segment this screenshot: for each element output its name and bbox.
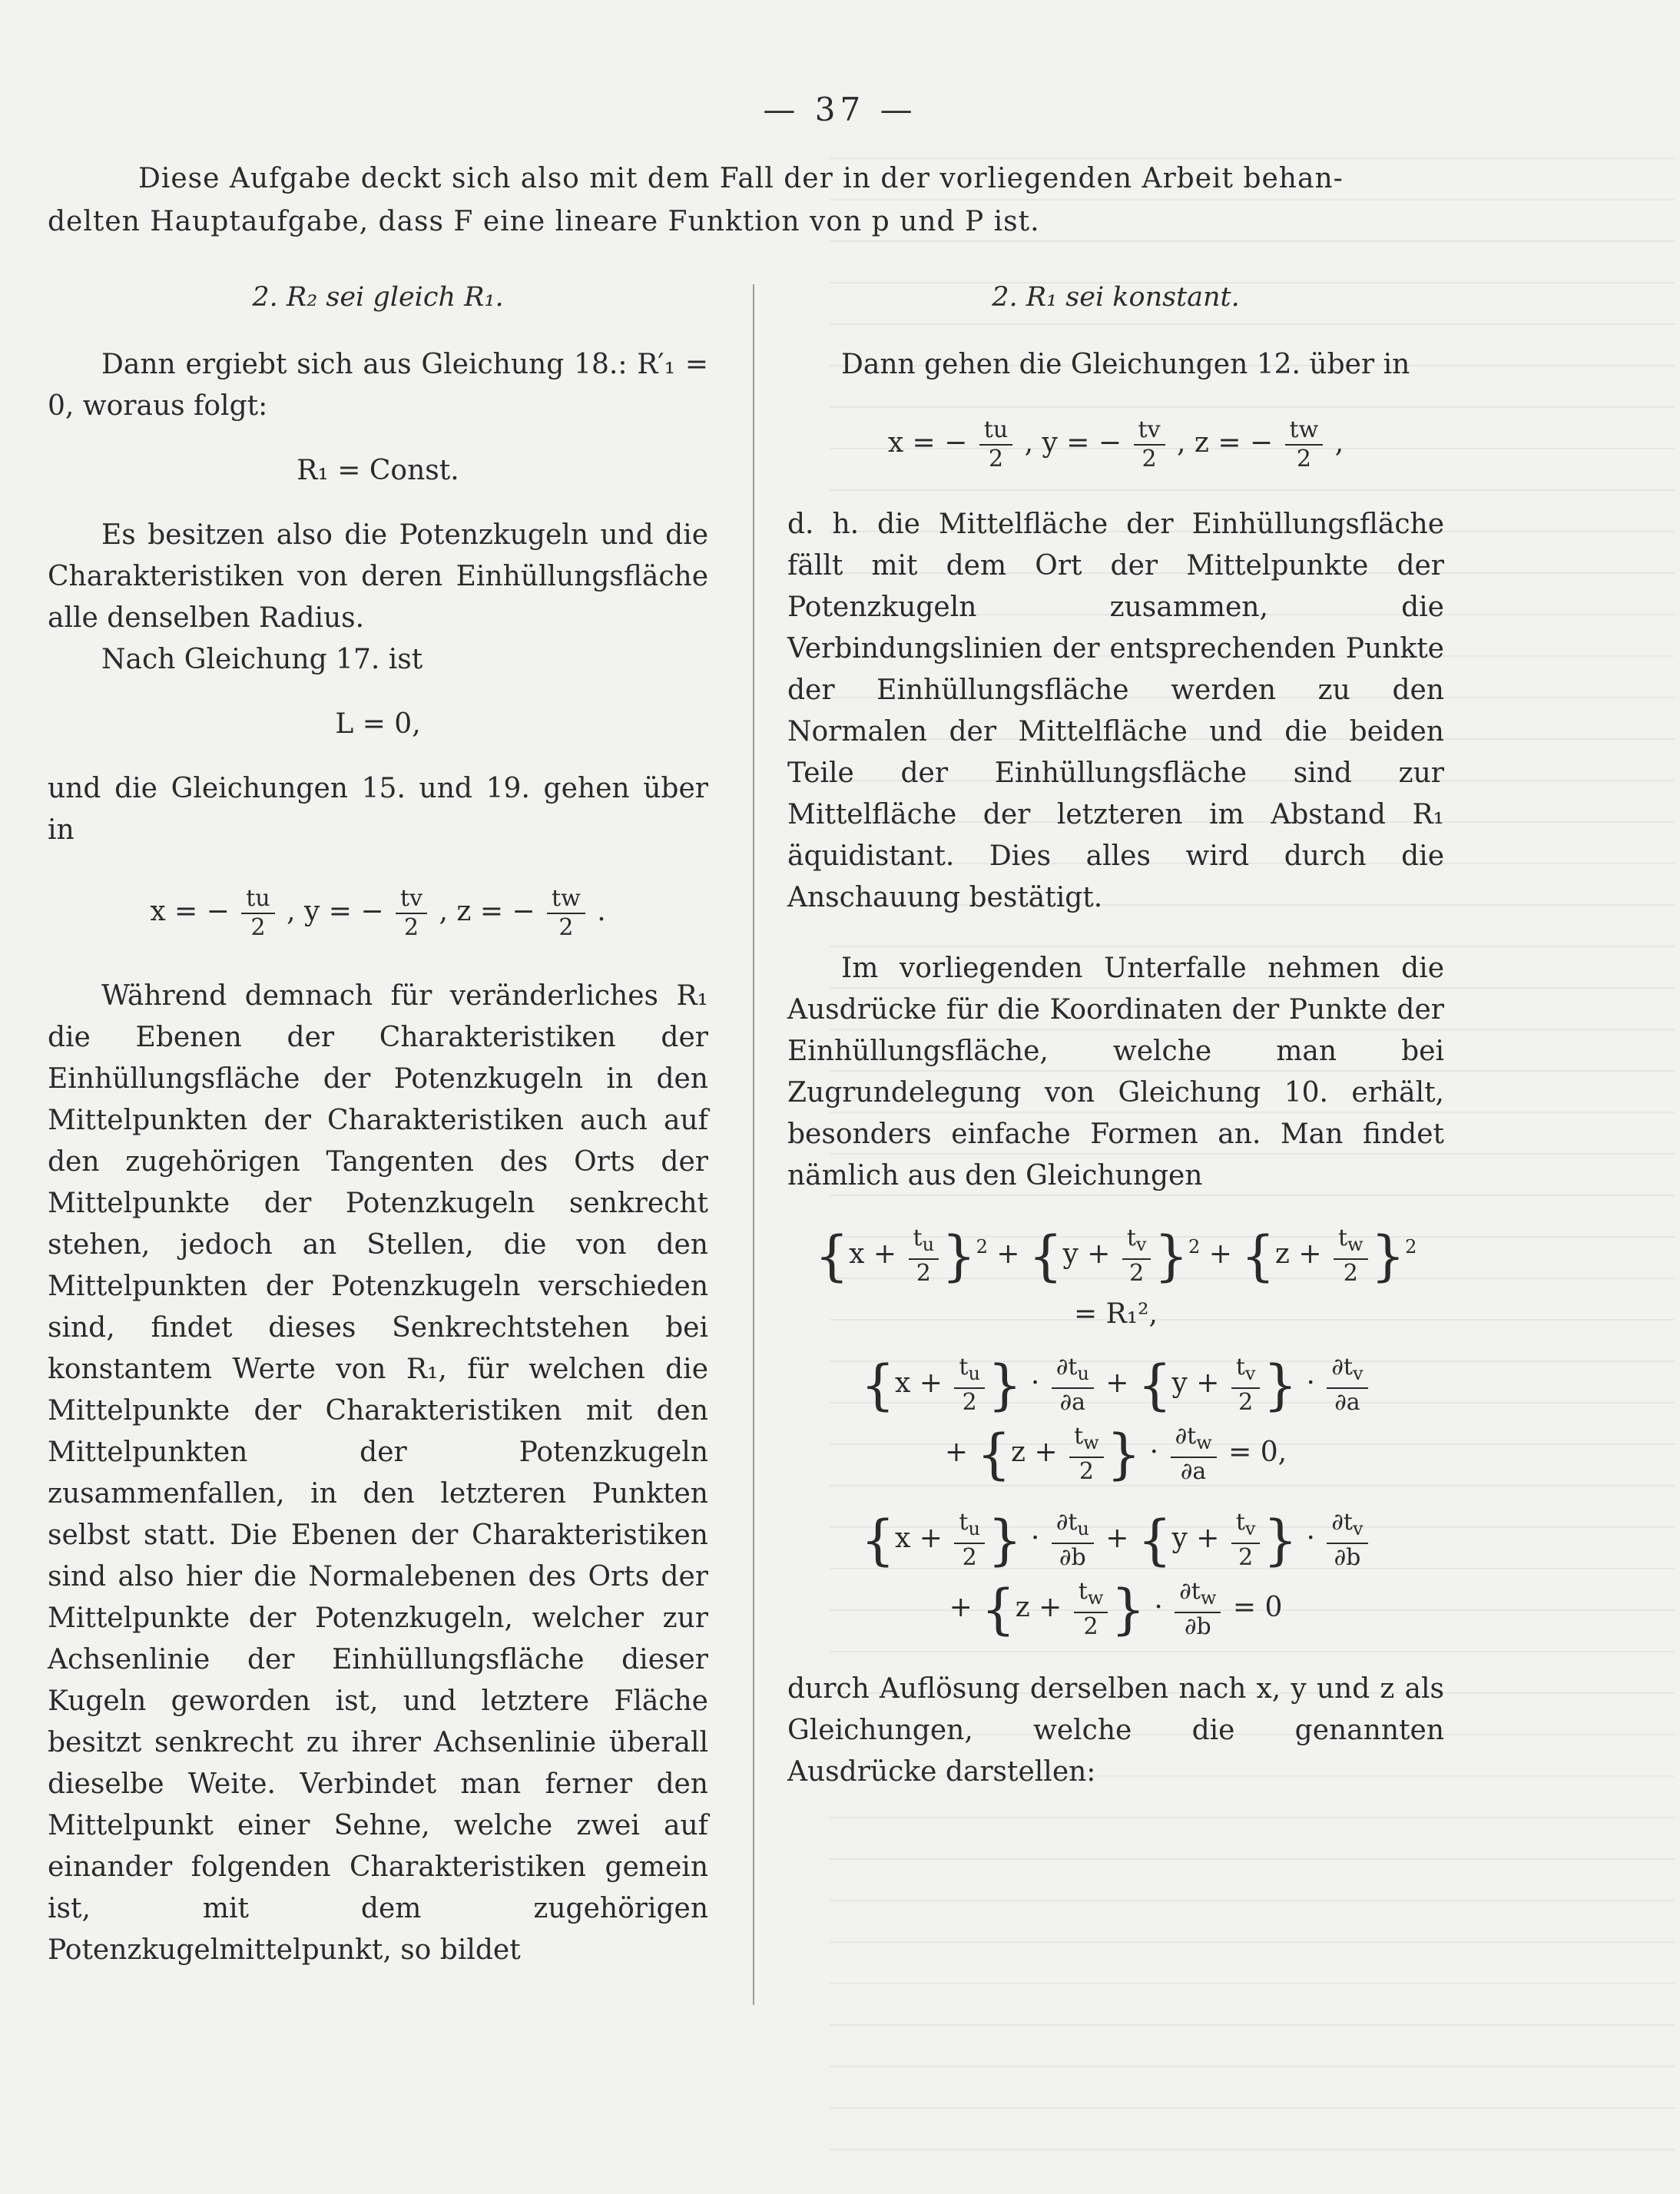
right-paragraph-4: durch Auflösung derselben nach x, y und z als Gleichungen, welche die genannten Ausdrücke darstellen: — [787, 1673, 1444, 1788]
right-equation-deriv-b: {x + $\frac{t_u}{2}$ } · $\frac{\partial t_u}{\partial b}$ + {y + $\frac{t_v}{2}$ } · $\frac{\partial t_v}{\partial b}$ — [787, 1509, 1444, 1572]
right-paragraph-1: Dann gehen die Gleichungen 12. über in — [841, 349, 1410, 380]
right-equation-sphere-rhs: = R₁², — [1073, 1298, 1158, 1330]
right-paragraph-2: d. h. die Mittelfläche der Einhüllungsfläche fällt mit dem Ort der Mittelpunkte der Potenzkugeln zusammen, die Verbindungslinien der entsprechenden Punkte der Einhüllungsfläche werden zu den Normalen der Mittelfläche und die beiden Teile der Einhüllungsfläche sind zur Mittelfläche der letzteren im Abstand R₁ äquidistant. Dies alles wird durch die Anschauung bestätigt. — [787, 509, 1444, 913]
intro-line-2: delten Hauptaufgabe, dass F eine lineare Funktion von p und P ist. — [48, 206, 1040, 237]
left-paragraph-3: Nach Gleichung 17. ist — [101, 644, 423, 675]
right-heading: 2. R₁ sei konstant. — [992, 282, 1240, 313]
right-paragraph-3: Im vorliegenden Unterfalle nehmen die Ausdrücke für die Koordinaten der Punkte der Einhüllungsfläche, welche man bei Zugrundelegung von Gleichung 10. erhält, besonders einfache Formen an. Man findet nämlich aus den Gleichungen — [787, 953, 1444, 1191]
left-heading: 2. R₂ sei gleich R₁. — [252, 282, 504, 313]
intro-line-1: Diese Aufgabe deckt sich also mit dem Fall der in der vorliegenden Arbeit behan- — [138, 163, 1344, 194]
column-divider — [753, 284, 754, 2005]
right-equation-xyz: x = − $\frac{tu}{2}$ , y = − $\frac{tv}{2}$ , z = − $\frac{tw}{2}$ , — [887, 416, 1344, 472]
right-column — [787, 277, 1444, 1793]
page-number: — 37 — — [763, 91, 917, 128]
right-equation-deriv-a-cont: + {z + $\frac{t_w}{2}$ } · $\frac{\partial t_w}{\partial a}$ = 0, — [944, 1423, 1287, 1486]
left-paragraph-4: und die Gleichungen 15. und 19. gehen über in — [48, 773, 708, 846]
right-equation-sphere: {x + $\frac{t_u}{2}$ }$^2$ + {y + $\frac{t_v}{2}$ }$^2$ + {z + $\frac{t_w}{2}$ }$^2$ — [814, 1225, 1417, 1288]
left-equation-L: L = 0, — [335, 708, 421, 740]
right-equation-deriv-a: {x + $\frac{t_u}{2}$ } · $\frac{\partial t_u}{\partial a}$ + {y + $\frac{t_v}{2}$ } · $\frac{\partial t_v}{\partial a}$ — [787, 1354, 1444, 1417]
left-column — [48, 277, 708, 1971]
left-paragraph-5: Während demnach für veränderliches R₁ die Ebenen der Charakteristiken der Einhüllungsfläche der Potenzkugeln in den Mittelpunkten der Charakteristiken auch auf den zugehörigen Tangenten des Orts der Mittelpunkte der Potenzkugeln senkrecht stehen, jedoch an Stellen, die von den Mittelpunkten der Potenzkugeln verschieden sind, findet dieses Senkrechtstehen bei konstantem Werte von R₁, für welchen die Mittelpunkte der Charakteristiken mit den Mittelpunkten der Potenzkugeln zusammenfallen, in den letzteren Punkten selbst statt. Die Ebenen der Charakteristiken sind also hier die Normalebenen des Orts der Mittelpunkte der Potenzkugeln, welcher zur Achsenlinie der Einhüllungsfläche dieser Kugeln geworden ist, und letztere Fläche besitzt senkrecht zu ihrer Achsenlinie überall dieselbe Weite. Verbindet man ferner den Mittelpunkt einer Sehne, welche zwei auf einander folgenden Charakteristiken gemein ist, mit dem zugehörigen Potenzkugelmittelpunkt, so bildet — [48, 980, 708, 1966]
intro-paragraph — [48, 157, 1476, 244]
left-paragraph-1: Dann ergiebt sich aus Gleichung 18.: R′₁ = 0, woraus folgt: — [48, 349, 708, 422]
left-equation-const: R₁ = Const. — [297, 455, 459, 486]
left-equation-xyz: x = − $\frac{tu}{2}$ , y = − $\frac{tv}{2}$ , z = − $\frac{tw}{2}$ . — [150, 885, 606, 941]
right-equation-deriv-b-cont: + {z + $\frac{t_w}{2}$ } · $\frac{\partial t_w}{\partial b}$ = 0 — [949, 1578, 1283, 1641]
left-paragraph-2: Es besitzen also die Potenzkugeln und die Charakteristiken von deren Einhüllungsfläche alle denselben Radius. — [48, 519, 708, 634]
